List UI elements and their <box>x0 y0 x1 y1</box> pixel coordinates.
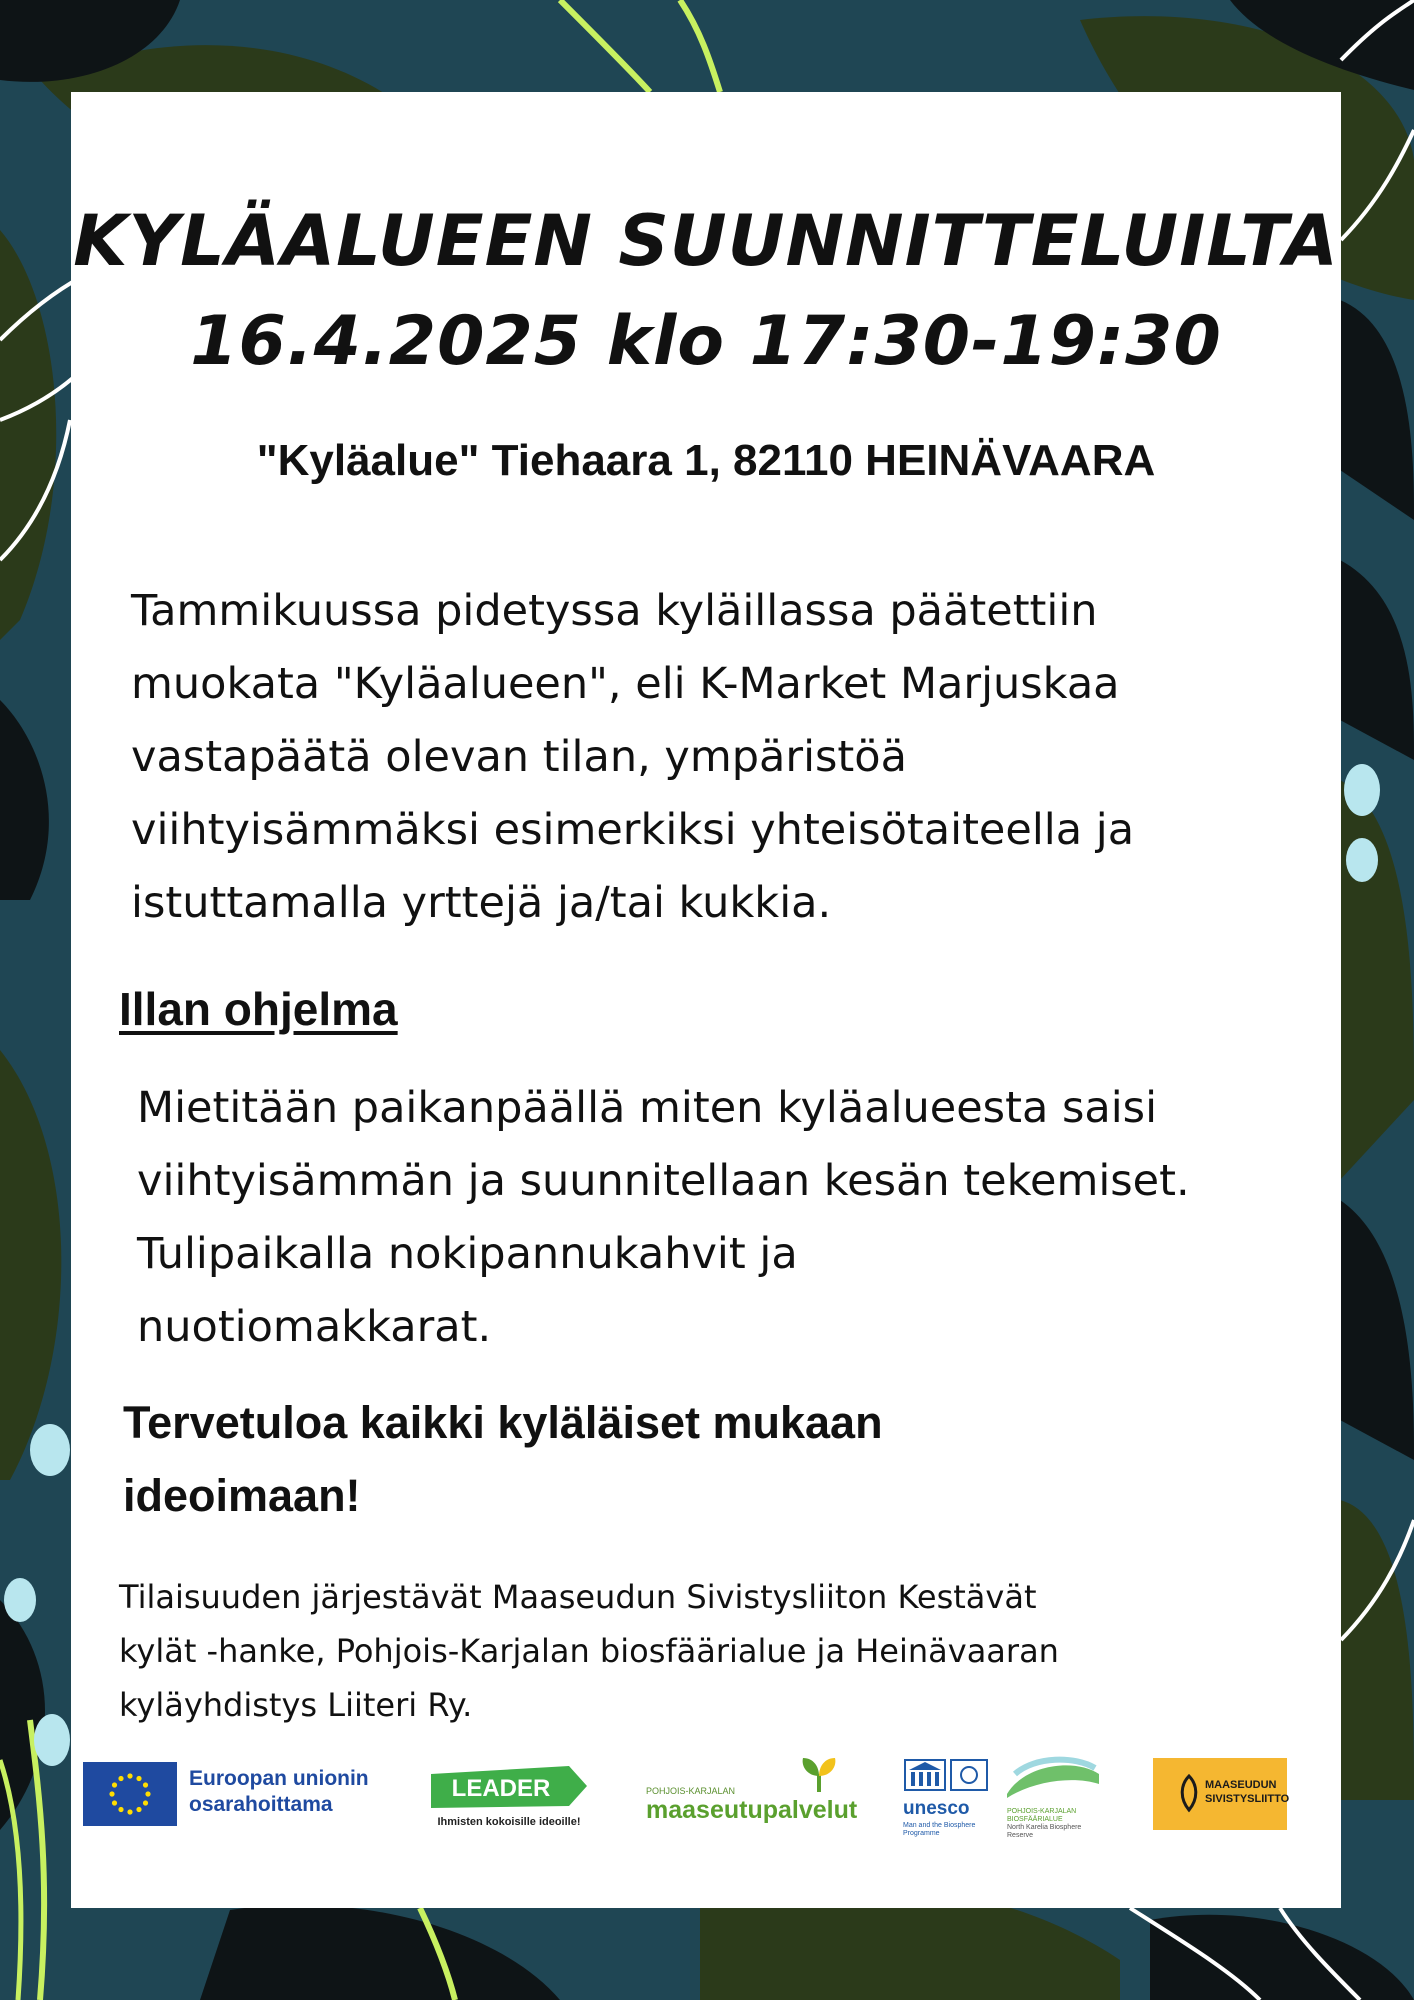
welcome-text <box>123 1386 1123 1532</box>
eu-label-line: osarahoittama <box>189 1793 333 1816</box>
welcome-line: ideoimaan! <box>123 1470 361 1521</box>
eu-label-line: Euroopan unionin <box>189 1767 369 1790</box>
maaseudun-sivistysliitto-logo <box>1153 1758 1290 1830</box>
organizers-line: Tilaisuuden järjestävät Maaseudun Sivistysliiton Kestävät <box>119 1578 1037 1616</box>
program-line: viihtyisämmän ja suunnitellaan kesän tekemiset. <box>137 1156 1190 1206</box>
maaseutupalvelut-logo: maaseutupalvelut <box>646 1796 858 1824</box>
program-line: Tulipaikalla nokipannukahvit ja <box>137 1229 798 1279</box>
msl-label <box>1205 1778 1289 1806</box>
maaseutu-region-label: POHJOIS-KARJALAN <box>646 1786 736 1796</box>
intro-line: muokata "Kyläalueen", eli K-Market Marjuskaa <box>131 659 1120 709</box>
biosphere-label-line: North Karelia Biosphere Reserve <box>1007 1824 1082 1839</box>
event-datetime: 16.4.2025 klo 17:30-19:30 <box>190 302 1222 381</box>
unesco-programme-label: Man and the Biosphere Programme <box>903 1822 976 1837</box>
poster-card <box>71 92 1341 1908</box>
intro-line: vastapäätä olevan tilan, ympäristöä <box>131 732 907 782</box>
program-heading: Illan ohjelma <box>119 983 398 1035</box>
intro-paragraph <box>131 575 1311 940</box>
organizers-text <box>119 1570 1279 1732</box>
intro-line: Tammikuussa pidetyssa kyläillassa päätettiin <box>131 586 1098 636</box>
organizers-line: kylät -hanke, Pohjois-Karjalan biosfäärialue ja Heinävaaran <box>119 1632 1059 1670</box>
unesco-label: unesco <box>903 1798 970 1819</box>
msl-label-line: MAASEUDUN <box>1205 1779 1277 1791</box>
biosphere-label <box>1007 1808 1107 1840</box>
organizers-line: kyläyhdistys Liiteri Ry. <box>119 1686 473 1724</box>
program-line: Mietitään paikanpäällä miten kyläalueesta saisi <box>137 1083 1158 1133</box>
biosphere-label-line: BIOSFÄÄRIALUE <box>1007 1816 1063 1823</box>
intro-line: viihtyisämmäksi esimerkiksi yhteisötaiteella ja <box>131 805 1135 855</box>
event-address: "Kyläalue" Tiehaara 1, 82110 HEINÄVAARA <box>256 436 1156 485</box>
intro-line: istuttamalla yrttejä ja/tai kukkia. <box>131 878 832 928</box>
eu-flag-logo <box>83 1762 177 1826</box>
leader-logo-text: LEADER <box>451 1775 551 1802</box>
eu-funding-label <box>189 1766 369 1818</box>
program-paragraph <box>137 1072 1337 1364</box>
sprout-icon <box>799 1754 839 1794</box>
msl-label-line: SIVISTYSLIITTO <box>1205 1793 1290 1805</box>
leader-tagline: Ihmisten kokoisille ideoille! <box>437 1816 581 1828</box>
program-line: nuotiomakkarat. <box>137 1302 492 1352</box>
poster-title: KYLÄALUEEN SUUNNITTELUILTA <box>73 200 1339 282</box>
biosphere-label-line: POHJOIS-KARJALAN <box>1007 1808 1077 1815</box>
sponsor-logos <box>71 1752 1341 1862</box>
welcome-line: Tervetuloa kaikki kyläläiset mukaan <box>123 1397 883 1448</box>
